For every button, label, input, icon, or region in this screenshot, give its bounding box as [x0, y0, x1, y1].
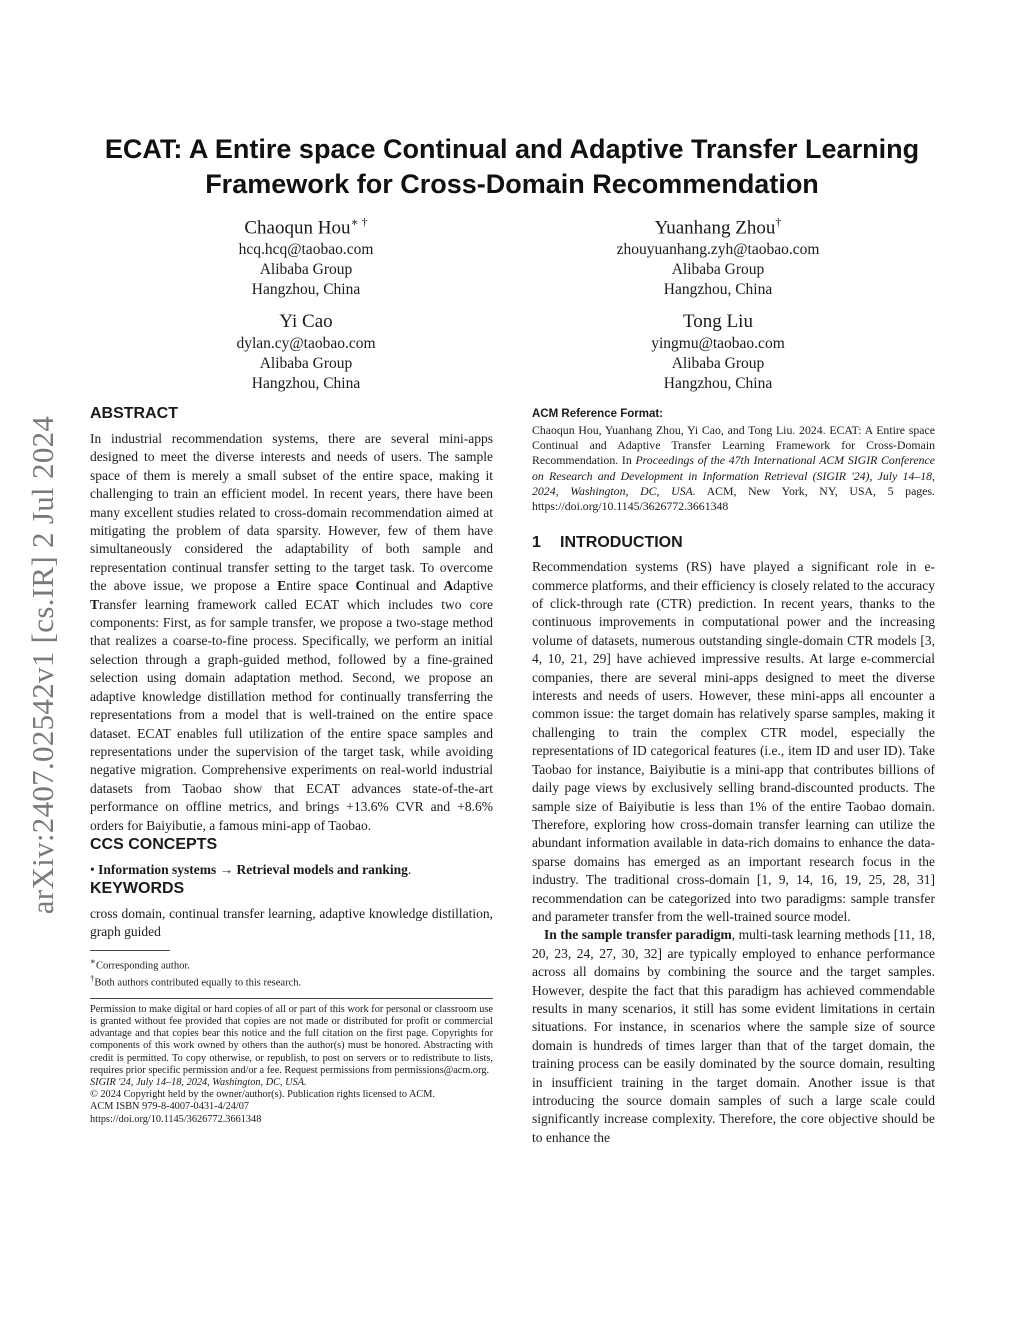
permission-rule	[90, 998, 493, 999]
paper-title: ECAT: A Entire space Continual and Adaptive Transfer Learning Framework for Cross-Domain Recommendation	[104, 134, 920, 199]
venue-line: SIGIR '24, July 14–18, 2024, Washington, DC, USA.	[90, 1076, 307, 1088]
acm-ref-text: Chaoqun Hou, Yuanhang Zhou, Yi Cao, and Tong Liu. 2024. ECAT: A Entire space Continual and Adaptive Transfer Learning Framework for Cross-Domain Recommendation. In Proceedings of the 47th International ACM SIGIR Conference on Research and Development in Information Retrieval (SIGIR '24), July 14–18, 2024, Washington, DC, USA. ACM, New York, NY, USA, 5 pages. https://doi.org/10.1145/3626772.3661348	[532, 423, 935, 514]
author-block	[156, 310, 456, 394]
author-email: yingmu@taobao.com	[651, 335, 785, 352]
author-org: Alibaba Group	[259, 355, 353, 372]
acm-ref-heading: ACM Reference Format:	[532, 408, 663, 420]
intro-paragraph: In the sample transfer paradigm, multi-task learning methods [11, 18, 20, 23, 24, 27, 30, 32] are typically employed to enhance performance across all domains by combining the source and the target samples. However, despite the fact that this paradigm has achieved commendable results in many scenarios, it still has some evident limitations in certain situations. For instance, in scenarios where the sample size of source domain is hundreds of times larger than that of the target domain, the training process can be easily dominated by the source domain, resulting in insufficient training in the target domain. Another issue is that introducing the source domain samples of such a large scale could significantly increase complexity. Therefore, the core objective should be to enhance the	[532, 927, 936, 1145]
author-location: Hangzhou, China	[251, 281, 361, 299]
author-marks: ∗ †	[350, 215, 368, 229]
author-org: Alibaba Group	[671, 261, 765, 279]
author-email: hcq.hcq@taobao.com	[238, 241, 374, 259]
left-column	[90, 404, 493, 1126]
author-email: zhouyuanhang.zyh@taobao.com	[616, 241, 820, 259]
author-block	[156, 210, 456, 300]
keywords-text: cross domain, continual transfer learning, adaptive knowledge distillation, graph guided	[90, 905, 493, 940]
author-email: dylan.cy@taobao.com	[236, 335, 376, 352]
author-location: Hangzhou, China	[251, 375, 361, 392]
author-name: Tong Liu	[683, 311, 753, 332]
arxiv-id: arXiv:2407.02542v1 [cs.IR] 2 Jul 2024	[25, 415, 61, 915]
permission-notice: Permission to make digital or hard copies of all or part of this work for personal or classroom use is granted without fee provided that copies are not made or distributed for profit or commercial advantage and that copies bear this notice and the full citation on the first page. Copyrights for components of this work owned by others than the author(s) must be honored. Abstracting with credit is permitted. To copy otherwise, or republish, to post on servers or to redistribute to lists, requires prior specific permission and/or a fee. Request permissions from permissions@acm.org.	[90, 1003, 493, 1076]
isbn-line: ACM ISBN 979-8-4007-0431-4/24/07	[90, 1101, 250, 1113]
abstract-heading: ABSTRACT	[90, 405, 178, 422]
author-org: Alibaba Group	[259, 261, 353, 279]
ccs-concepts: • Information systems → Retrieval models and ranking.	[90, 861, 412, 877]
author-org: Alibaba Group	[671, 355, 765, 372]
keywords-heading: KEYWORDS	[90, 879, 185, 897]
author-name: Yi Cao	[279, 311, 333, 332]
footnote-rule	[90, 950, 170, 951]
author-name: Yuanhang Zhou	[654, 217, 776, 239]
footnote-equal: †Both authors contributed equally to this research.	[90, 973, 302, 989]
copyright-line: © 2024 Copyright held by the owner/author(s). Publication rights licensed to ACM.	[90, 1089, 436, 1101]
author-block	[568, 310, 868, 394]
author-name: Chaoqun Hou	[244, 217, 351, 239]
doi-link[interactable]: https://doi.org/10.1145/3626772.3661348	[90, 1113, 262, 1125]
author-location: Hangzhou, China	[663, 375, 773, 392]
abstract-text: In industrial recommendation systems, there are several mini-apps designed to meet the diverse interests and needs of users. The sample space of them is merely a small subset of the entire space, making it challenging to train an efficient model. In recent years, there have been many excellent studies related to cross-domain recommendation aimed at mitigating the problem of data sparsity. However, few of them have simultaneously considered the adaptability of both sample and representation continual transfer setting to the target task. To overcome the above issue, we propose a Entire space Continual and Adaptive Transfer learning framework called ECAT which includes two core components: First, as for sample transfer, we propose a two-stage method that realizes a coarse-to-fine process. Specifically, we perform an initial selection through a graph-guided method, followed by a fine-grained selection using domain adaptation method. Second, we propose an adaptive knowledge distillation method for continually transferring the representations from a model that is well-trained on the entire space dataset. ECAT enables full utilization of the entire space samples and representations under the supervision of the target task, while avoiding negative migration. Comprehensive experiments on real-world industrial datasets from Taobao show that ECAT advances state-of-the-art performance on offline metrics, and brings +13.6% CVR and +8.6% orders for Baiyibutie, a famous mini-app of Taobao.	[90, 431, 494, 833]
arxiv-sidebar-stamp	[18, 385, 68, 945]
author-block	[568, 210, 868, 300]
author-location: Hangzhou, China	[663, 281, 773, 299]
intro-heading: 1 INTRODUCTION	[532, 534, 683, 552]
footnote-corresponding: ∗Corresponding author.	[90, 955, 190, 972]
intro-paragraph: Recommendation systems (RS) have played a significant role in e-commerce platforms, and their efficiency is closely related to the accuracy of click-through rate (CTR) prediction. In recent years, thanks to the continuous improvements in computational power and the increasing volume of datasets, numerous outstanding single-domain CTR models [3, 4, 10, 21, 29] have achieved impressive results. At large e-commercial companies, there are several mini-apps designed to meet the diverse interests and needs of users. However, these mini-apps all encounter a common issue: the target domain has relatively sparse samples, making it challenging to train the complex CTR model, especially the representations of ID categorical features (i.e., item ID and user ID). Take Taobao for instance, Baiyibutie is a mini-app that contributes billions of daily page views by exclusively selling brand-discounted products. The sample size of Baiyibutie is less than 1% of the entire Taobao domain. Therefore, exploring how cross-domain transfer learning can utilize the abundant information available in data-rich domains to enhance the data-sparse domains has emerged as an important research focus in the industry. The traditional cross-domain [1, 9, 14, 16, 19, 25, 28, 31] recommendation can be categorized into two paradigms: sample transfer and parameter transfer from the well-trained source model.	[532, 559, 935, 924]
ccs-heading: CCS CONCEPTS	[90, 835, 218, 853]
author-marks: †	[775, 215, 782, 229]
right-column	[532, 408, 935, 1147]
